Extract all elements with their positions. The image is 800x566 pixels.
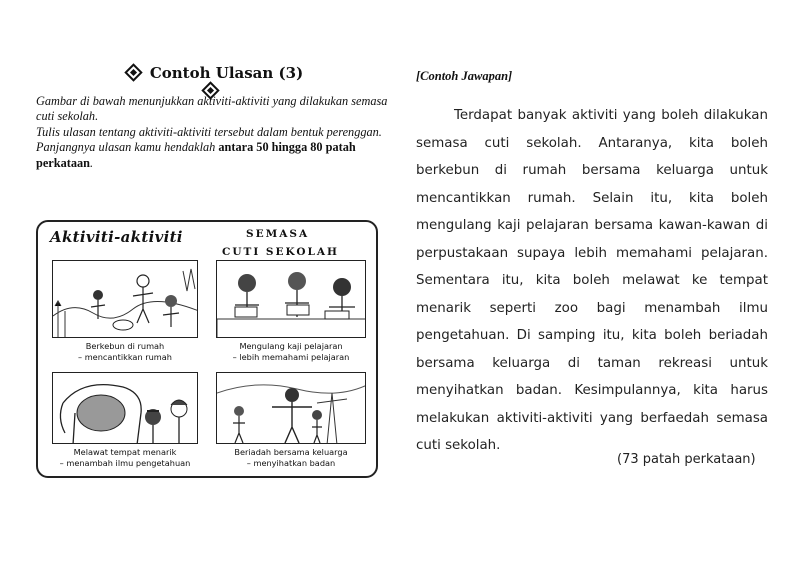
illustration-subtitle-1: SEMASA	[246, 228, 310, 240]
caption-studying: Mengulang kaji pelajaran – lebih memahami pelajaran	[232, 341, 350, 362]
illustration-subtitle-2: CUTI SEKOLAH	[222, 246, 339, 258]
caption-gardening: Berkebun di rumah – mencantikkan rumah	[78, 341, 172, 362]
panel-gardening	[52, 260, 198, 338]
diamond-icon	[124, 63, 142, 81]
word-count: (73 patah perkataan)	[617, 452, 756, 467]
zoo-illustration	[53, 373, 198, 444]
panel-zoo	[52, 372, 198, 444]
instruction-1: Gambar di bawah menunjukkan aktiviti-aktiviti yang dilakukan semasa cuti sekolah.	[36, 94, 388, 124]
panel-recreation	[216, 372, 366, 444]
answer-heading: [Contoh Jawapan]	[416, 69, 513, 83]
studying-illustration	[217, 261, 366, 338]
answer-body	[416, 102, 768, 460]
panel-studying	[216, 260, 366, 338]
instruction-2: Tulis ulasan tentang aktiviti-aktiviti tersebut dalam bentuk perenggan.	[36, 124, 382, 139]
caption-zoo: Melawat tempat menarik – menambah ilmu pengetahuan	[59, 447, 191, 468]
instruction-3: Panjangnya ulasan kamu hendaklah antara 50 hingga 80 patah perkataan.	[36, 140, 356, 170]
caption-recreation: Beriadah bersama keluarga – menyihatkan badan	[234, 447, 348, 468]
gardening-illustration	[53, 261, 198, 338]
instructions	[36, 94, 394, 171]
answer-paragraph: Terdapat banyak aktiviti yang boleh dilakukan semasa cuti sekolah. Antaranya, kita boleh berkebun di rumah bersama keluarga untuk mencantikkan rumah. Selain itu, kita boleh mengulang kaji pelajaran bersama kawan-kawan di perpustakaan supaya lebih memahami pelajaran. Sementara itu, kita boleh melawat ke tempat menarik seperti zoo bagi menambah ilmu pengetahuan. Di samping itu, kita boleh beriadah bersama keluarga di taman rekreasi untuk menyihatkan badan. Kesimpulannya, kita harus melakukan aktiviti-aktiviti yang berfaedah semasa cuti sekolah.	[416, 108, 768, 453]
recreation-illustration	[217, 373, 366, 444]
word-limit: antara 50 hingga 80 patah perkataan	[36, 140, 356, 170]
title-text: Contoh Ulasan (3)	[149, 64, 304, 82]
illustration-title: Aktiviti-aktiviti	[50, 228, 183, 246]
